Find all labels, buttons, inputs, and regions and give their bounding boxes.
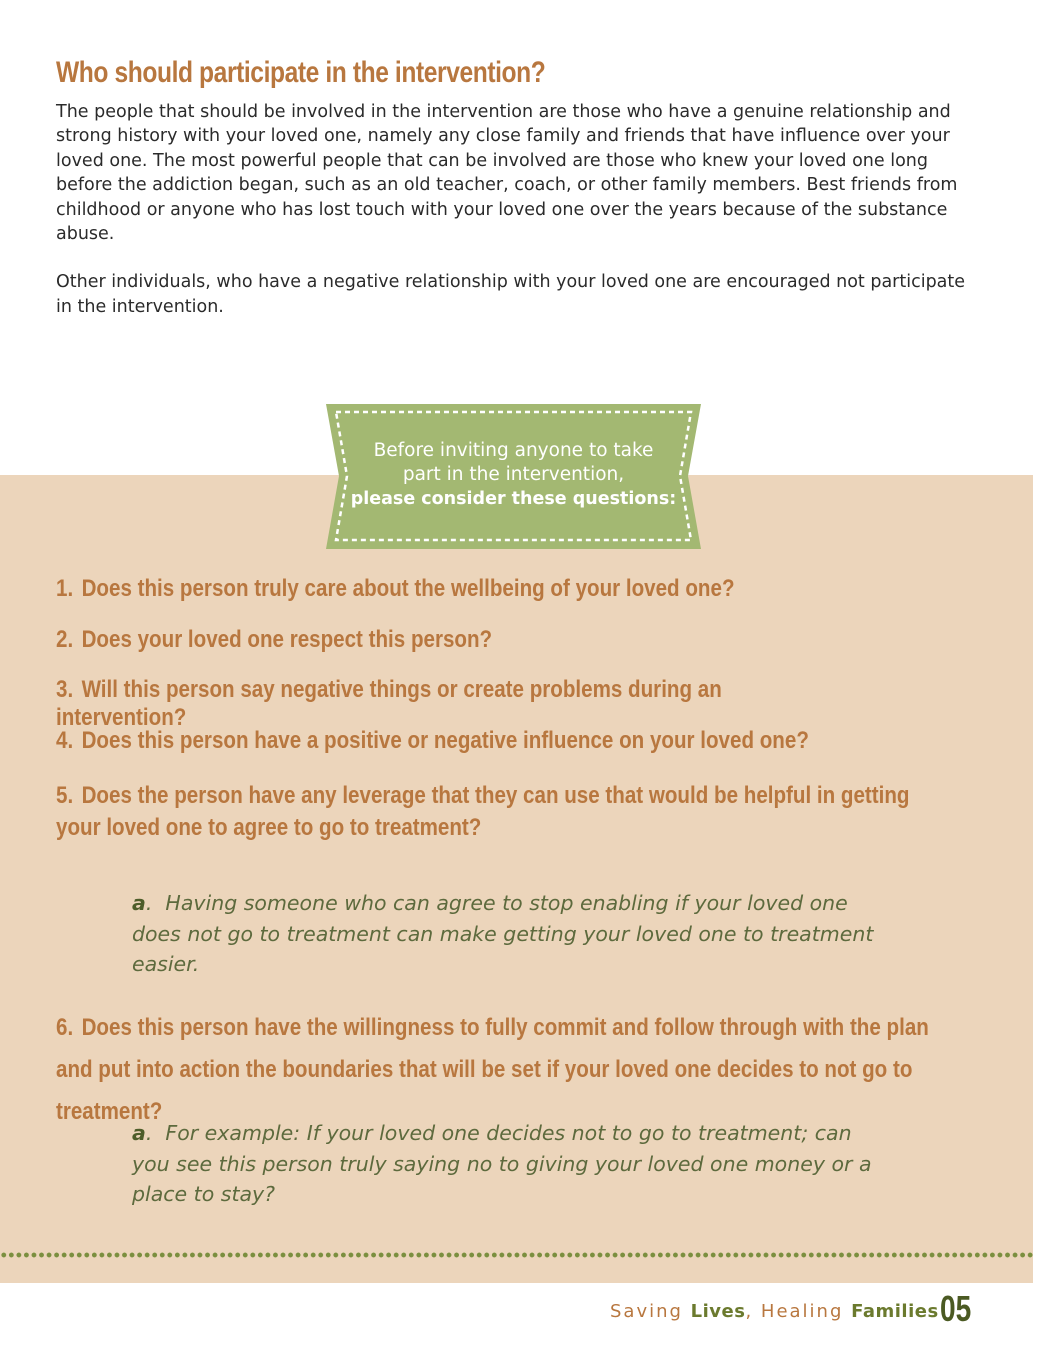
question-text: Will this person say negative things or create problems during an intervention? <box>56 676 722 731</box>
question-text: Does your loved one respect this person? <box>81 626 493 653</box>
footer-tagline <box>610 1301 939 1322</box>
question-3 <box>56 676 820 732</box>
subpoint-5a: a. Having someone who can agree to stop enabling if your loved one does not go to treatment can make getting your loved one to treatment easier. <box>132 891 874 976</box>
question-text: Does this person have a positive or negative influence on your loved one? <box>81 727 809 754</box>
subpoint-text: Having someone who can agree to stop enabling if your loved one does not go to treatment can make getting your loved one to treatment easier. <box>132 891 874 976</box>
page-title: Who should participate in the intervention? <box>56 56 546 89</box>
question-4 <box>56 727 820 755</box>
question-number: 5. <box>56 782 74 809</box>
question-text: Does this person have the willingness to fully commit and follow through with the plan and put into action the boundaries that will be set if your loved one decides to not go to treatment? <box>56 1014 929 1125</box>
question-5 <box>56 780 930 844</box>
intro-paragraph-1: The people that should be involved in the intervention are those who have a genuine relationship and strong history with your loved one, namely any close family and friends that have influence over your loved one. The most powerful people that can be involved are those who knew your loved one long before the addiction began, such as an old teacher, coach, or other family members. Best friends from childhood or anyone who has lost touch with your loved one over the years because of the substance abuse. <box>56 102 958 245</box>
subpoint-letter: a <box>132 1121 146 1145</box>
intro-text <box>56 100 976 343</box>
subpoint-6a: a. For example: If your loved one decides not to go to treatment; can you see this person truly saying no to giving your loved one money or a place to stay? <box>132 1121 872 1206</box>
intro-paragraph-2: Other individuals, who have a negative relationship with your loved one are encouraged not participate in the intervention. <box>56 272 966 317</box>
question-text: Does this person truly care about the wellbeing of your loved one? <box>81 575 735 602</box>
question-number: 1. <box>56 575 74 602</box>
question-number: 3. <box>56 676 74 703</box>
question-number: 4. <box>56 727 74 754</box>
question-number: 2. <box>56 626 74 653</box>
footer-text-2: , Healing <box>745 1301 852 1322</box>
footer-text-families: Families <box>851 1301 939 1322</box>
callout-text <box>324 439 703 511</box>
subpoint-letter: a <box>132 891 146 915</box>
page-number: 05 <box>940 1288 972 1329</box>
footer-text-lives: Lives <box>690 1301 746 1322</box>
subpoint-text: For example: If your loved one decides not to go to treatment; can you see this person truly saying no to giving your loved one money or a place to stay? <box>132 1121 872 1206</box>
question-2 <box>56 626 820 654</box>
callout-line-2: part in the intervention, <box>402 464 625 485</box>
question-text: Does the person have any leverage that they can use that would be helpful in getting your loved one to agree to go to treatment? <box>56 782 910 841</box>
callout-line-1: Before inviting anyone to take <box>373 440 654 461</box>
dotted-divider <box>0 1251 1033 1259</box>
callout-line-3: please consider these questions: <box>350 489 677 509</box>
question-1 <box>56 575 820 603</box>
footer-text-1: Saving <box>610 1301 691 1322</box>
question-6 <box>56 1007 946 1133</box>
callout-banner <box>324 404 703 549</box>
question-number: 6. <box>56 1014 74 1041</box>
